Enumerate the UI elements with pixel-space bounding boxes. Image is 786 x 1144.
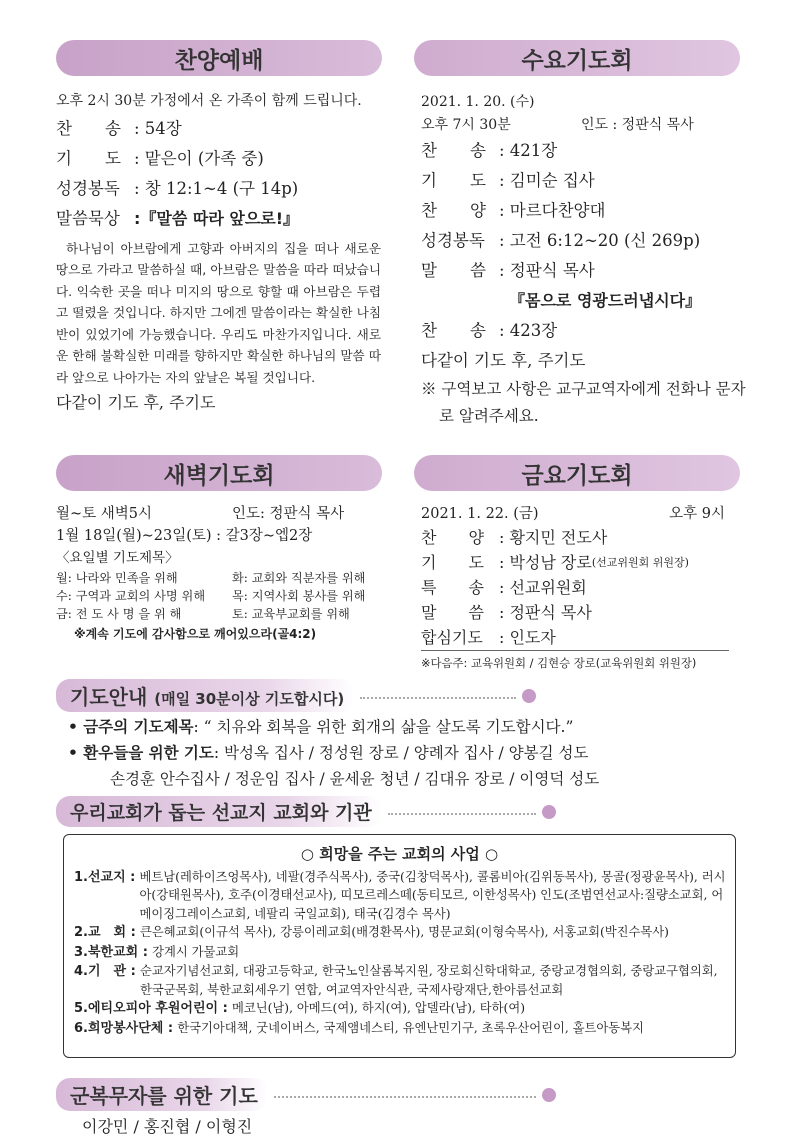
dawn-section (56, 503, 391, 643)
weekly-topic (68, 714, 599, 740)
wednesday-date: 2021. 1. 20. (수) (421, 94, 535, 110)
sunday-rows (56, 114, 391, 234)
dawn-topic-row (56, 605, 391, 623)
friday-title: 금요기도회 (521, 462, 633, 489)
prayer-guide-body (68, 714, 599, 792)
sunday-row-sermon (56, 204, 391, 234)
wednesday-title: 수요기도회 (521, 47, 633, 74)
wednesday-time-row (421, 115, 751, 137)
friday-time: 오후 9시 (669, 506, 725, 522)
dot-end-icon (542, 805, 556, 819)
row-value: : 정판식 목사 (499, 261, 595, 281)
friday-next-week: ※다음주: 교육위원회 / 김현승 장로(교육위원회 위원장) (421, 656, 697, 670)
sunday-row-prayer (56, 144, 391, 174)
wednesday-section (421, 92, 751, 430)
friday-date-row (421, 503, 725, 525)
missions-box (63, 834, 736, 1058)
dawn-topic: 목: 지역사회 봉사를 위해 (232, 588, 366, 603)
row-label: 기 도 (56, 148, 121, 168)
wednesday-header (414, 40, 740, 76)
row-value: : 창 12:1∼4 (구 14p) (134, 178, 299, 198)
sermon-title: :『말씀 따라 앞으로!』 (134, 208, 300, 228)
weekly-topic-value: : “ 치유와 회복을 위한 회개의 삶을 살도록 기도합시다.” (193, 718, 574, 736)
wednesday-rows (421, 136, 751, 376)
mission-item (74, 943, 727, 963)
row-value: : 맡은이 (가족 중) (134, 148, 264, 168)
row-label: 찬 양 (421, 528, 484, 548)
mission-item (74, 962, 727, 999)
dot-end-icon (542, 1088, 556, 1102)
soldiers-names: 이강민 / 홍진협 / 이형진 (82, 1117, 253, 1136)
sunday-intro: 오후 2시 30분 가정에서 온 가족이 함께 드립니다. (56, 93, 362, 109)
row-label: 성경봉독 (56, 178, 120, 198)
patients-prayer (68, 740, 599, 766)
prayer-guide-subtitle: (매일 30분이상 기도합시다) (154, 690, 345, 708)
row-value: : 황지민 전도사 (499, 528, 608, 548)
row-label: 찬 송 (421, 141, 486, 161)
wednesday-sermon-title: 『몸으로 영광드러냅시다』 (509, 291, 702, 311)
sunday-row-scripture (56, 174, 391, 204)
mission-key: 5.에티오피아 후원어린이 : (74, 1001, 228, 1017)
missions-header (56, 796, 556, 827)
row-value: : 마르다찬양대 (499, 201, 606, 221)
sunday-worship-header (56, 40, 382, 76)
dawn-topic: 월: 나라와 민족을 위해 (56, 570, 178, 585)
dawn-header (56, 455, 382, 491)
missions-list (64, 864, 735, 1038)
row-value: : 김미순 집사 (499, 171, 595, 191)
wednesday-leader: 인도 : 정판식 목사 (581, 116, 694, 133)
row-value: : 423장 (499, 321, 558, 341)
sunday-worship-title: 찬양예배 (174, 47, 264, 74)
row-label: 찬 양 (421, 201, 486, 221)
mission-value: 큰은혜교회(이규석 목사), 강릉이레교회(배경환목사), 명문교회(이형숙목사), 서홍교회(박진수목사) (139, 925, 669, 940)
wednesday-row (421, 166, 751, 196)
friday-row (421, 525, 751, 550)
friday-section (421, 503, 751, 650)
friday-row (421, 550, 751, 575)
friday-divider (421, 650, 729, 651)
mission-value: 한국기아대책, 굿네이버스, 국제앰네스티, 유엔난민기구, 초록우산어린이, 홀트아동복지 (177, 1020, 644, 1035)
dotted-leader (360, 697, 516, 699)
missions-box-title: ○ 희망을 주는 교회의 사업 ○ (300, 845, 499, 863)
row-label: 성경봉독 (421, 231, 485, 251)
row-label: 말 씀 (421, 603, 484, 623)
row-label: 말 씀 (421, 261, 486, 281)
mission-item (74, 999, 727, 1019)
wednesday-closing: 다같이 기도 후, 주기도 (421, 351, 586, 371)
missions-title-bar (56, 796, 382, 827)
row-value: : 정판식 목사 (499, 603, 592, 623)
dawn-topics (56, 569, 391, 623)
row-label: 찬 송 (421, 321, 486, 341)
dawn-time: 월~토 새벽5시 (56, 506, 153, 522)
dawn-topic: 화: 교회와 직분자를 위해 (232, 570, 366, 585)
wednesday-row (421, 136, 751, 166)
dawn-topic: 금: 전 도 사 명 을 위 해 (56, 606, 182, 621)
weekly-topic-label: • 금주의 기도제목 (68, 718, 194, 736)
mission-key: 3.북한교회 : (74, 944, 148, 960)
wednesday-row-hymn2 (421, 316, 751, 346)
wednesday-notice: ※ 구역보고 사항은 교구교역자에게 전화나 문자로 알려주세요. (421, 380, 746, 426)
mission-value: 베트남(레하이즈엉목사), 네팔(경주식목사), 중국(김창덕목사), 콜롬비아(김위동목사), 몽골(정광윤목사), 러시아(강태원목사), 호주(이경태선교사), 띠모르레스떼(동티모르, 이한성목사) 인도(조범연선교사:질량소교회, 어메이징그레이스교회, 네팔리 국일교회), 태국(김경수 목사) (139, 870, 726, 921)
dawn-schedule: 1월 18일(월)∼23일(토) : 갈3장∼엡2장 (56, 528, 313, 545)
row-value: : 박성남 장로 (499, 553, 592, 573)
dawn-line1 (56, 503, 391, 525)
sunday-worship-section (56, 91, 391, 416)
dawn-title: 새벽기도회 (163, 462, 275, 489)
mission-key: 6.희망봉사단체 : (74, 1020, 174, 1036)
friday-rows (421, 525, 751, 650)
dawn-topic: 토: 교육부교회를 위해 (232, 606, 350, 621)
mission-value: 메코닌(남), 아메드(여), 하지(여), 압델라(남), 타하(여) (231, 1001, 526, 1016)
dawn-verse: ※계속 기도에 감사함으로 깨어있으라(골4:2) (74, 626, 317, 641)
row-label: 합심기도 (421, 628, 483, 648)
missions-title: 우리교회가 돕는 선교지 교회와 기관 (70, 802, 372, 824)
dawn-leader: 인도: 정판식 목사 (232, 506, 345, 522)
friday-row (421, 625, 751, 650)
row-label: 말씀묵상 (56, 208, 120, 228)
row-label: 찬 송 (56, 118, 121, 138)
wednesday-row (421, 196, 751, 226)
dawn-subtitle: 〈요일별 기도제목〉 (56, 549, 179, 566)
sunday-row-hymn (56, 114, 391, 144)
row-note: (선교위원회 위원장) (591, 556, 689, 570)
mission-key: 1.선교지 : (74, 870, 136, 885)
mission-value: 순교자기념선교회, 대광고등학교, 한국노인살롬복지원, 장로회신학대학교, 중랑교경협의회, 중랑교구협의회, 한국군목회, 북한교회세우기 연합, 여교역자안식관, 국제사랑재단,한아름선교회 (139, 964, 718, 997)
friday-date: 2021. 1. 22. (금) (421, 506, 539, 522)
prayer-guide-title-bar (56, 679, 354, 712)
patients-value: : 박성옥 집사 / 정성원 장로 / 양례자 집사 / 양봉길 성도 (213, 744, 589, 762)
mission-key: 2.교 회 : (74, 925, 136, 941)
row-value: : 인도자 (499, 628, 556, 648)
sunday-closing: 다같이 기도 후, 주기도 (56, 393, 216, 413)
mission-value: 강계시 가물교회 (152, 944, 240, 959)
patients-label: • 환우들을 위한 기도 (68, 744, 214, 762)
wednesday-row (421, 226, 751, 256)
friday-header (414, 455, 740, 491)
row-value: : 고전 6:12∼20 (신 269p) (499, 231, 701, 251)
friday-row (421, 600, 751, 625)
row-value: : 선교위원회 (499, 578, 587, 598)
dotted-leader (274, 1096, 536, 1098)
dot-end-icon (522, 689, 536, 703)
mission-item (74, 868, 727, 923)
row-label: 기 도 (421, 553, 484, 573)
soldiers-header (56, 1078, 556, 1111)
dawn-topic-row (56, 569, 391, 587)
dotted-leader (388, 813, 536, 815)
row-value: : 421장 (499, 141, 558, 161)
patients-value-cont: 손경훈 안수집사 / 정운임 집사 / 윤세윤 청년 / 김대유 장로 / 이영덕 성도 (110, 770, 600, 788)
row-value: : 54장 (134, 118, 182, 138)
row-label: 기 도 (421, 171, 486, 191)
mission-key: 4.기 관 : (74, 964, 136, 980)
mission-item (74, 1019, 727, 1039)
friday-row (421, 575, 751, 600)
prayer-guide-title: 기도안내 (70, 685, 148, 709)
dawn-topic-row (56, 587, 391, 605)
wednesday-row (421, 256, 751, 286)
mission-item (74, 923, 727, 943)
soldiers-title-bar (56, 1078, 268, 1111)
soldiers-title: 군복무자를 위한 기도 (70, 1084, 258, 1108)
wednesday-time: 오후 7시 30분 (421, 116, 511, 133)
prayer-guide-header (56, 679, 536, 712)
sunday-meditation-text: 하나님이 아브람에게 고향과 아버지의 집을 떠나 새로운 땅으로 가라고 말씀하실 때, 아브람은 말씀을 따라 떠났습니다. 익숙한 곳을 떠나 미지의 땅으로 향할 때 아브람은 두렵고 떨렸을 것입니다. 하지만 그에겐 말씀이라는 확실한 나침반이 있었기에 가능했습니다. 우리도 마찬가지입니다. 새로운 한해 불확실한 미래를 향하지만 확실한 하나님의 말씀 따라 앞으로 나아가는 자의 앞날은 복될 것입니다. (56, 240, 381, 385)
row-label: 특 송 (421, 578, 484, 598)
dawn-topic: 수: 구역과 교회의 사명 위해 (56, 588, 206, 603)
